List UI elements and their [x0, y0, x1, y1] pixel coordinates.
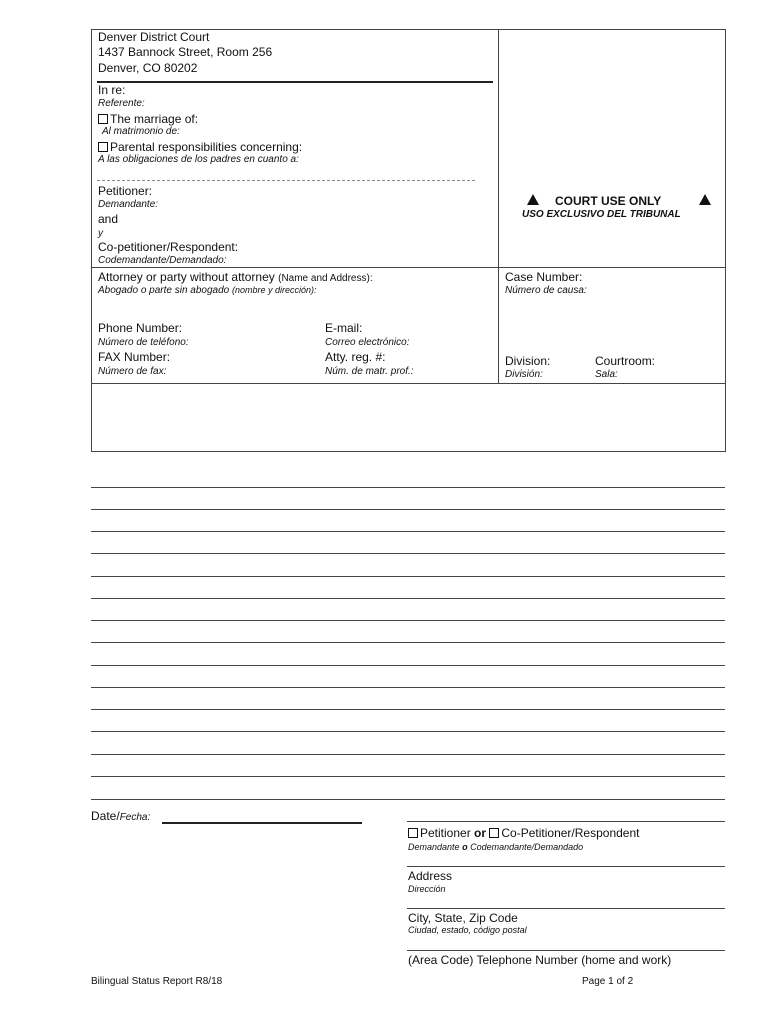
- case-number-label: Case Number:: [505, 270, 583, 284]
- body-line[interactable]: [91, 576, 725, 577]
- fax-es: Número de fax:: [98, 366, 167, 377]
- corespondent-es: Codemandante/Demandado:: [98, 255, 227, 266]
- body-line[interactable]: [91, 776, 725, 777]
- co-petitioner-checkbox[interactable]: [489, 828, 499, 838]
- triangle-icon: [699, 194, 711, 205]
- date-label-text: Date/: [91, 809, 120, 823]
- division-label: Division:: [505, 354, 551, 368]
- body-line[interactable]: [91, 620, 725, 621]
- marriage-label: The marriage of:: [110, 112, 199, 126]
- court-address-underline: [97, 81, 493, 83]
- phone-es: Número de teléfono:: [98, 337, 189, 348]
- signer-co-petitioner: Co-Petitioner/Respondent: [501, 826, 640, 840]
- petitioner-checkbox[interactable]: [408, 828, 418, 838]
- and-es: y: [98, 228, 103, 239]
- form-id: Bilingual Status Report R8/18: [91, 976, 223, 987]
- body-line[interactable]: [91, 531, 725, 532]
- marriage-es: Al matrimonio de:: [102, 126, 180, 137]
- attorney-label-text: Attorney or party without attorney: [98, 270, 275, 284]
- parental-option: [98, 140, 302, 154]
- body-line[interactable]: [91, 731, 725, 732]
- and-label: and: [98, 212, 119, 226]
- phone-line[interactable]: [407, 950, 725, 951]
- body-line[interactable]: [91, 553, 725, 554]
- date-label: [91, 809, 150, 824]
- parental-es: A las obligaciones de los padres en cuanto a:: [98, 154, 299, 165]
- address-es: Dirección: [408, 884, 446, 894]
- petitioner-label: Petitioner:: [98, 184, 153, 198]
- page-number: Page 1 of 2: [582, 976, 634, 987]
- party-name-line: [97, 180, 475, 181]
- attorney-es-text: Abogado o parte sin abogado: [98, 285, 230, 296]
- body-line[interactable]: [91, 642, 725, 643]
- email-es: Correo electrónico:: [325, 337, 410, 348]
- in-re-es: Referente:: [98, 98, 145, 109]
- signer-codemandante: Codemandante/Demandado: [470, 842, 584, 852]
- atty-reg-es: Núm. de matr. prof.:: [325, 366, 414, 377]
- date-label-es: Fecha:: [119, 812, 151, 823]
- court-use-title-es: USO EXCLUSIVO DEL TRIBUNAL: [522, 209, 681, 220]
- parental-checkbox[interactable]: [98, 142, 108, 152]
- case-number-es: Número de causa:: [505, 285, 587, 296]
- date-line[interactable]: [162, 822, 362, 824]
- courtroom-label: Courtroom:: [595, 354, 656, 368]
- email-label: E-mail:: [325, 321, 363, 335]
- atty-reg-label: Atty. reg. #:: [325, 350, 386, 364]
- body-line[interactable]: [91, 687, 725, 688]
- attorney-es: [98, 285, 317, 297]
- caption-divider-attorney: [91, 267, 726, 268]
- signer-options-es: [408, 842, 583, 853]
- triangle-icon: [527, 194, 539, 205]
- court-use-title-row: [527, 194, 717, 208]
- body-line[interactable]: [91, 799, 725, 800]
- body-line[interactable]: [91, 709, 725, 710]
- petitioner-es: Demandante:: [98, 199, 159, 210]
- body-line[interactable]: [91, 754, 725, 755]
- court-use-title: COURT USE ONLY: [555, 194, 662, 208]
- courtroom-es: Sala:: [595, 369, 618, 380]
- court-city: Denver, CO 80202: [98, 61, 198, 75]
- corespondent-label: Co-petitioner/Respondent:: [98, 240, 239, 254]
- signer-demandante: Demandante: [408, 842, 460, 852]
- attorney-label-paren: (Name and Address):: [278, 273, 373, 284]
- division-es: División:: [505, 369, 543, 380]
- address-line[interactable]: [407, 866, 725, 867]
- in-re-label: In re:: [98, 83, 126, 97]
- city-label: City, State, Zip Code: [408, 911, 518, 925]
- body-line[interactable]: [91, 598, 725, 599]
- attorney-es-paren: (nombre y dirección):: [232, 285, 317, 295]
- signer-or: or: [474, 826, 487, 840]
- phone-label: Phone Number:: [98, 321, 183, 335]
- parental-label: Parental responsibilities concerning:: [110, 140, 303, 154]
- court-name: Denver District Court: [98, 30, 210, 44]
- marriage-checkbox[interactable]: [98, 114, 108, 124]
- body-line[interactable]: [91, 665, 725, 666]
- document-title-area[interactable]: [92, 384, 725, 451]
- address-label: Address: [408, 869, 453, 883]
- city-es: Ciudad, estado, código postal: [408, 925, 527, 935]
- body-line[interactable]: [91, 487, 725, 488]
- fax-label: FAX Number:: [98, 350, 171, 364]
- court-street: 1437 Bannock Street, Room 256: [98, 45, 273, 59]
- signer-petitioner: Petitioner: [420, 826, 471, 840]
- body-line[interactable]: [91, 509, 725, 510]
- marriage-option: [98, 112, 198, 126]
- caption-divider-vertical: [498, 29, 499, 383]
- signature-line[interactable]: [407, 821, 725, 822]
- signer-options: [408, 826, 639, 840]
- phone-signature-label: (Area Code) Telephone Number (home and work): [408, 953, 672, 967]
- attorney-label: [98, 270, 373, 286]
- city-line[interactable]: [407, 908, 725, 909]
- signer-o: o: [462, 842, 468, 852]
